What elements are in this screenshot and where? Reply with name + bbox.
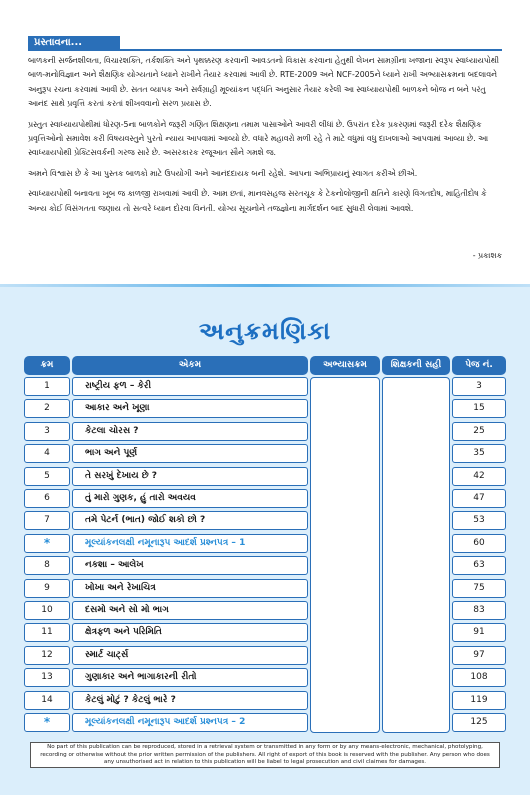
row-page-number: 35: [452, 444, 506, 463]
row-serial: 9: [24, 579, 70, 598]
row-unit-title: આકાર અને ખૂણા: [72, 399, 308, 418]
preface-paragraph: સ્વાધ્યાયપોથી બનાવતા ખૂબ જ કાળજી રાખવામાં આવી છે. આમ છતાં, માનવસહજ સરતચૂક કે ટેકનોલોજીની ક્ષતિને કારણે વિગતદોષ, માહિતીદોષ કે અન્ય કોઈ વિસંગતતા જણાય તો સત્વરે ધ્યાન દોરવા વિનંતી. યોગ્ય સૂચનોને તજજ્ઞોના માર્ગદર્શન બાદ સુધારી લેવામાં આવશે.: [28, 189, 487, 213]
row-page-number: 47: [452, 489, 506, 508]
table-row: [24, 623, 506, 642]
row-page-number: 25: [452, 422, 506, 441]
row-serial: 11: [24, 623, 70, 642]
table-row: [24, 467, 506, 486]
preface-paragraph: અમને વિશ્વાસ છે કે આ પુસ્તક બાળકો માટે ઉપયોગી અને આનંદદાયક બની રહેશે. આપના અભિપ્રાયનું સ્વાગત કરીએ છીએ.: [28, 168, 418, 178]
row-page-number: 3: [452, 377, 506, 396]
row-serial: 5: [24, 467, 70, 486]
header-unit: એકમ: [72, 356, 308, 375]
row-page-number: 15: [452, 399, 506, 418]
table-row: [24, 534, 506, 553]
row-serial: *: [24, 713, 70, 732]
table-row: [24, 668, 506, 687]
row-serial: 3: [24, 422, 70, 441]
row-serial: *: [24, 534, 70, 553]
row-unit-title: ક્ષેત્રફળ અને પરિમિતિ: [72, 623, 308, 642]
row-page-number: 42: [452, 467, 506, 486]
row-serial: 4: [24, 444, 70, 463]
row-unit-title: દસમો અને સો મો ભાગ: [72, 601, 308, 620]
row-serial: 2: [24, 399, 70, 418]
row-serial: 8: [24, 556, 70, 575]
row-page-number: 63: [452, 556, 506, 575]
row-serial: 10: [24, 601, 70, 620]
preface-paragraph: પ્રસ્તુત સ્વાધ્યાયપોથીમાં ધોરણ-5ના બાળકોને જરૂરી ગણિત શિક્ષણના તમામ પાસાઓને આવરી લીધાં છે. ઉપરાંત દરેક પ્રકરણમાં જરૂરી દરેક શૈક્ષણિક પ્રવૃત્તિઓનો સમાવેશ કરી વિષયવસ્તુને પુરતો ન્યાય આપવામાં આવ્યો છે. વધારે મહાવરો મળી રહે તે માટે વધુમાં વધુ દાખલાઓ આપવામાં આવ્યા છે. આ સ્વાધ્યાયપોથી પ્રેક્ટિસવર્કની ગરજ સારે છે. અસરકારક રજૂઆત સૌને ગમશે જ.: [28, 119, 488, 158]
row-unit-title: ભાગ અને પૂર્ણ: [72, 444, 308, 463]
row-serial: 14: [24, 691, 70, 710]
row-serial: 12: [24, 646, 70, 665]
table-row: [24, 511, 506, 530]
row-page-number: 125: [452, 713, 506, 732]
row-page-number: 83: [452, 601, 506, 620]
table-row: [24, 691, 506, 710]
preface-body: [28, 54, 504, 222]
preface-rule: [28, 49, 502, 51]
row-unit-title: મૂલ્યાંકનલક્ષી નમૂનારૂપ આદર્શ પ્રશ્નપત્ર – 2: [72, 713, 308, 732]
table-row: [24, 579, 506, 598]
row-unit-title: મૂલ્યાંકનલક્ષી નમૂનારૂપ આદર્શ પ્રશ્નપત્ર – 1: [72, 534, 308, 553]
row-unit-title: તે સરખું દેખાય છે ?: [72, 467, 308, 486]
row-unit-title: કેટલું મોટું ? કેટલું ભારે ?: [72, 691, 308, 710]
header-teacher-sign: શિક્ષકની સહી: [382, 356, 450, 375]
table-row: [24, 399, 506, 418]
preface-heading: પ્રસ્તાવના...: [28, 36, 120, 50]
row-serial: 6: [24, 489, 70, 508]
table-row: [24, 556, 506, 575]
row-unit-title: નકશા – આલેખ: [72, 556, 308, 575]
row-unit-title: રાષ્ટ્રીય ફળ – કેરી: [72, 377, 308, 396]
row-unit-title: તું મારો ગુણક, હું તારો અવયવ: [72, 489, 308, 508]
header-page-no: પેજ નં.: [452, 356, 506, 375]
row-page-number: 60: [452, 534, 506, 553]
row-unit-title: ગુણાકાર અને ભાગાકારની રીતો: [72, 668, 308, 687]
row-page-number: 108: [452, 668, 506, 687]
table-row: [24, 422, 506, 441]
row-page-number: 119: [452, 691, 506, 710]
row-unit-title: ખોખા અને રેખાચિત્ર: [72, 579, 308, 598]
publisher-signoff: - પ્રકાશક: [472, 251, 502, 260]
row-page-number: 91: [452, 623, 506, 642]
row-unit-title: તમે પેટર્ન (ભાત) જોઈ શકો છો ?: [72, 511, 308, 530]
copyright-notice: No part of this publication can be reproduced, stored in a retrieval system or transmitted in any form or by any means-electronic, mechanical, photolyping, recording or otherwise without the prior written permission of the publishers. All right of export of this book is reserved with the publisher. Any person who does any unsuthorised act in relation to this publication will be liabel to legal prosecution and civil claimes for damages.: [30, 742, 500, 768]
table-row: [24, 489, 506, 508]
table-row: [24, 444, 506, 463]
row-serial: 13: [24, 668, 70, 687]
row-serial: 1: [24, 377, 70, 396]
row-page-number: 75: [452, 579, 506, 598]
preface-paragraph: બાળકની સર્જનશીલતા, વિચારશક્તિ, તર્કશક્તિ અને પૃથક્કરણ કરવાની આવડતનો વિકાસ કરવાના હેતુથી લેખન સામગ્રીના ખજાના સ્વરૂપ સ્વાધ્યાયપોથી બાળ-મનોવિજ્ઞાન અને શૈક્ષણિક યોગ્યતાને ધ્યાને રાખીને તૈયાર કરવામાં આવી છે. RTE-2009 અને NCF-2005ને ધ્યાને રાખી અભ્યાસક્રમના બદલાવને અનુરૂપ રચના કરવામાં આવી છે. સતત વ્યાપક અને સર્વગ્રાહી મૂલ્યાંકન પદ્ધતિ અનુસાર તૈયાર કરેલી આ સ્વાધ્યાયપોથી બાળકને બોજ ન બને પરંતુ આનંદ સાથે પ્રવૃત્તિ કરતાં કરતાં શીખવવાનો સરળ પ્રયાસ છે.: [28, 56, 500, 109]
header-serial: ક્રમ: [24, 356, 70, 375]
table-row: [24, 377, 506, 396]
header-syllabus: અભ્યાસક્રમ: [310, 356, 380, 375]
row-serial: 7: [24, 511, 70, 530]
table-row: [24, 713, 506, 732]
index-title: અનુક્રમણિકા: [198, 316, 332, 345]
row-unit-title: સ્માર્ટ ચાર્ટ્સ: [72, 646, 308, 665]
row-unit-title: કેટલા ચોરસ ?: [72, 422, 308, 441]
table-row: [24, 646, 506, 665]
row-page-number: 97: [452, 646, 506, 665]
table-row: [24, 601, 506, 620]
row-page-number: 53: [452, 511, 506, 530]
